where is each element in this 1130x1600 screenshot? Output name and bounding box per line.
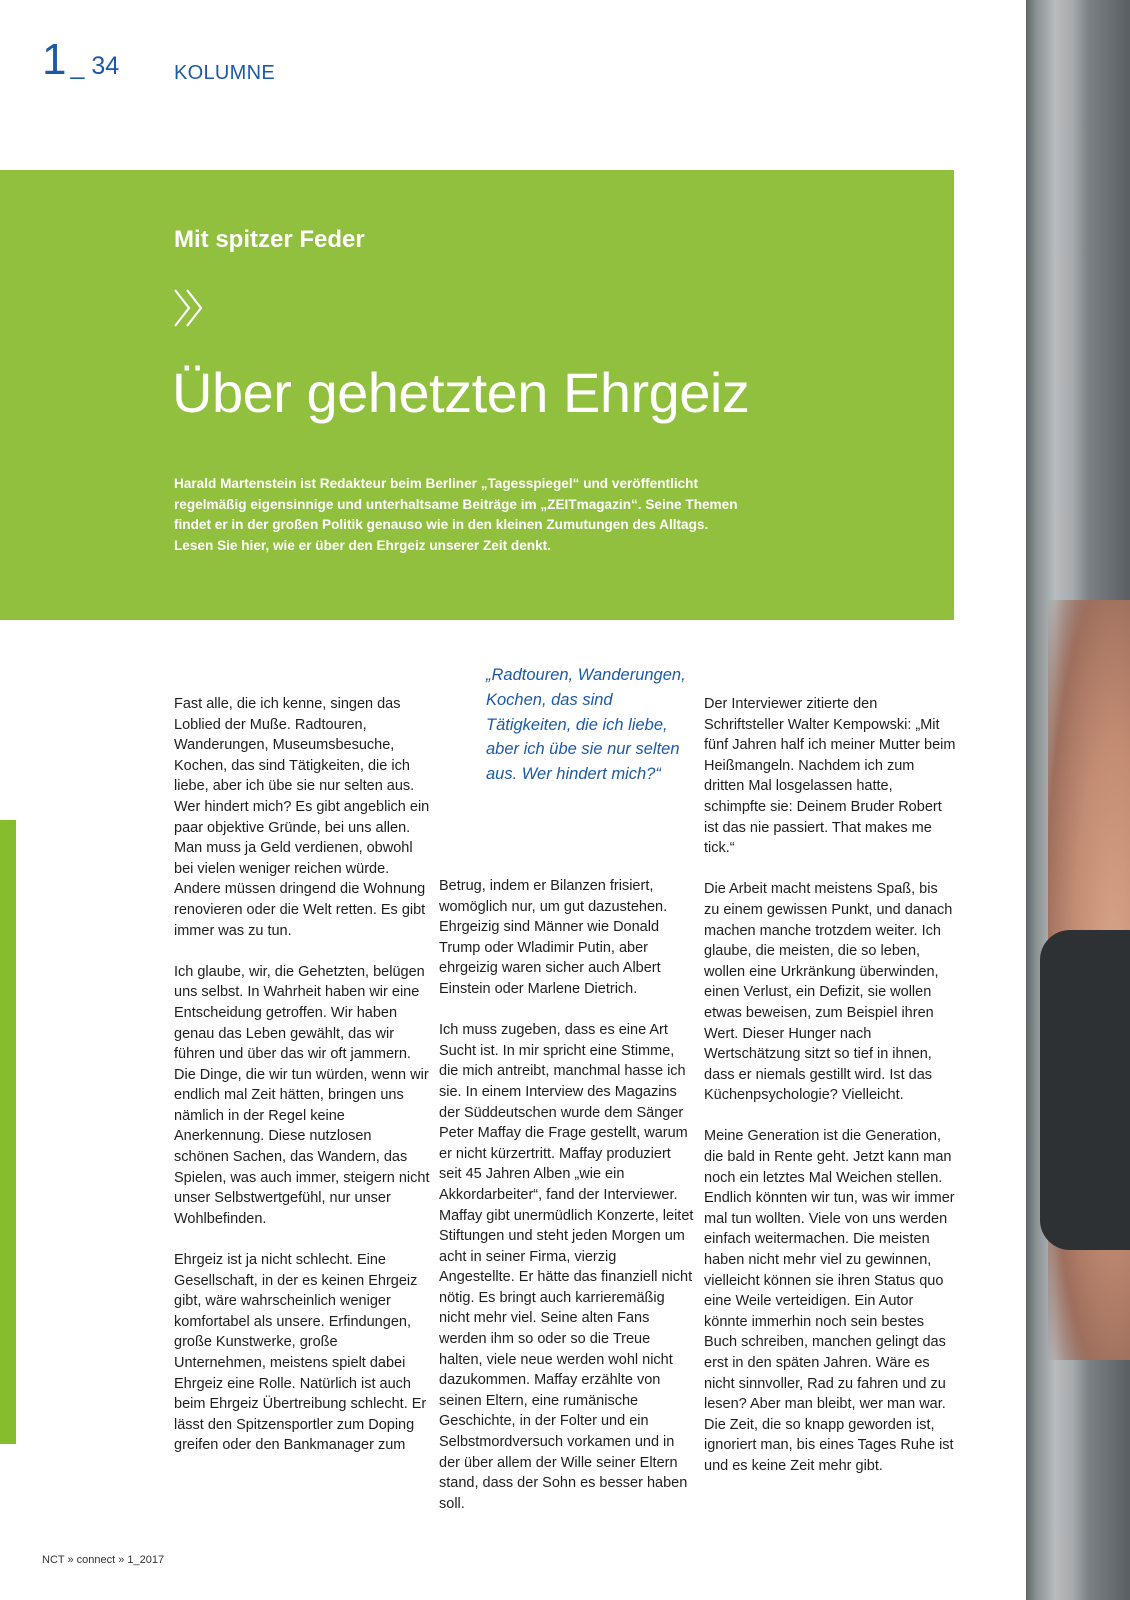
paragraph: Fast alle, die ich kenne, singen das Loblied der Muße. Radtouren, Wanderungen, Museumsbesuche, Kochen, das sind Tätigkeiten, die ich liebe, aber ich übe sie nur selten aus. Wer hindert mich? Es gibt angeblich ein paar objektive Gründe, bei uns allen. Man muss ja Geld verdienen, obwohl bei vielen weniger reichen würde. Andere müssen dringend die Wohnung renovieren oder die Welt retten. Es gibt immer was zu tun. bbox=[174, 696, 430, 939]
pull-quote: „Radtouren, Wanderungen, Kochen, das sind Tätigkeiten, die ich liebe, aber ich übe sie nur selten aus. Wer hindert mich?“ bbox=[486, 666, 686, 784]
section-label: KOLUMNE bbox=[174, 62, 276, 84]
article-title: Über gehetzten Ehrgeiz bbox=[172, 361, 750, 424]
page-number bbox=[42, 35, 120, 84]
paragraph: Ehrgeiz ist ja nicht schlecht. Eine Gesellschaft, in der es keinen Ehrgeiz gibt, wäre wahrscheinlich weniger komfortabel als unsere. Erfindungen, große Kunstwerke, große Unternehmen, meistens spielt dabei Ehrgeiz eine Rolle. Natürlich ist auch beim Ehrgeiz Übertreibung schlecht. Er lässt den Spitzensportler zum Doping greifen oder den Bankmanager zum bbox=[174, 1252, 427, 1454]
text-column-1 bbox=[174, 694, 430, 1477]
kicker: Mit spitzer Feder bbox=[174, 226, 365, 253]
double-chevron-right-icon bbox=[172, 286, 208, 330]
paragraph: Der Interviewer zitierte den Schriftsteller Walter Kempowski: „Mit fünf Jahren half ich meiner Mutter beim Heißmangeln. Nachdem ich zum dritten Mal losgelassen hatte, schimpfte sie: Deinem Bruder Robert ist das nie passiert. That makes me tick.“ bbox=[704, 696, 956, 857]
text-column-2 bbox=[439, 876, 695, 1535]
article-intro: Harald Martenstein ist Redakteur beim Berliner „Tagesspiegel“ und veröffentlicht regelmäßig eigensinnige und unterhaltsame Beiträge im „ZEITmagazin“. Seine Themen findet er in der großen Politik genauso wie in den kleinen Zumutungen des Alltags. Lesen Sie hier, wie er über den Ehrgeiz unserer Zeit denkt. bbox=[174, 476, 738, 553]
paragraph: Betrug, indem er Bilanzen frisiert, womöglich nur, um gut dazustehen. Ehrgeizig sind Männer wie Donald Trump oder Wladimir Putin, aber ehrgeizig waren sicher auch Albert Einstein oder Marlene Dietrich. bbox=[439, 878, 668, 997]
paragraph: Ich glaube, wir, die Gehetzten, belügen uns selbst. In Wahrheit haben wir eine Entscheidung getroffen. Wir haben genau das Leben gewählt, das wir führen und über das wir oft jammern. Die Dinge, die wir tun würden, wenn wir endlich mal Zeit hätten, bringen uns nämlich in der Regel keine Anerkennung. Diese nutzlosen schönen Sachen, das Wandern, das Spielen, was auch immer, steigern nicht unser Selbstwertgefühl, nur unser Wohlbefinden. bbox=[174, 963, 430, 1227]
paragraph: Ich muss zugeben, dass es eine Art Sucht ist. In mir spricht eine Stimme, die mich antreibt, manchmal hasse ich sie. In einem Interview des Magazins der Süddeutschen wurde dem Sänger Peter Maffay die Frage gestellt, warum er nicht kürzertritt. Maffay produziert seit 45 Jahren Alben „wie ein Akkordarbeiter“, fand der Interviewer. Maffay gibt unermüdlich Konzerte, leitet Stiftungen und steht jeden Morgen um acht in seiner Firma, vierzig Angestellte. Er hätte das finanziell nicht nötig. Es bringt auch karrieremäßig nicht mehr viel. Seine alten Fans werden ihm so oder so die Treue halten, viele neue werden wohl nicht dazukommen. Maffay erzählte von seinen Eltern, eine rumänische Geschichte, in der Folter und ein Selbstmordversuch vorkamen und in der über allem der Wille seiner Eltern stand, dass der Sohn es besser haben soll. bbox=[439, 1022, 694, 1512]
text-column-3 bbox=[704, 694, 956, 1497]
left-accent-bar bbox=[0, 820, 16, 1444]
page-number-minor: _ 34 bbox=[70, 52, 120, 80]
footer: NCT » connect » 1_2017 bbox=[42, 1554, 165, 1566]
paragraph: Meine Generation ist die Generation, die bald in Rente geht. Jetzt kann man noch ein letztes Mal Weichen stellen. Endlich könnten wir tun, was wir immer mal tun wollten. Viele von uns werden einfach weitermachen. Die meisten haben nicht mehr viel zu gewinnen, vielleicht können sie ihren Status quo eine Weile verteidigen. Ein Autor könnte immerhin noch sein bestes Buch schreiben, manchen gelingt das erst in den späten Jahren. Wäre es nicht sinnvoller, Rad zu fahren und zu lesen? Aber man bleibt, wer man war. Die Zeit, die so knapp geworden ist, ignoriert man, bis eines Tages Ruhe ist und es keine Zeit mehr gibt. bbox=[704, 1128, 955, 1474]
paragraph: Die Arbeit macht meistens Spaß, bis zu einem gewissen Punkt, und danach machen manche trotzdem weiter. Ich glaube, die meisten, die so leben, wollen eine Urkränkung überwinden, einen Verlust, ein Defizit, sie wollen etwas beweisen, zum Beispiel ihren Wert. Dieser Hunger nach Wertschätzung sitzt so tief in ihnen, dass er niemals gestillt wird. Ist das Küchenpsychologie? Vielleicht. bbox=[704, 881, 953, 1104]
author-photo-shirt bbox=[1040, 930, 1130, 1250]
page-number-major: 1 bbox=[42, 35, 67, 84]
